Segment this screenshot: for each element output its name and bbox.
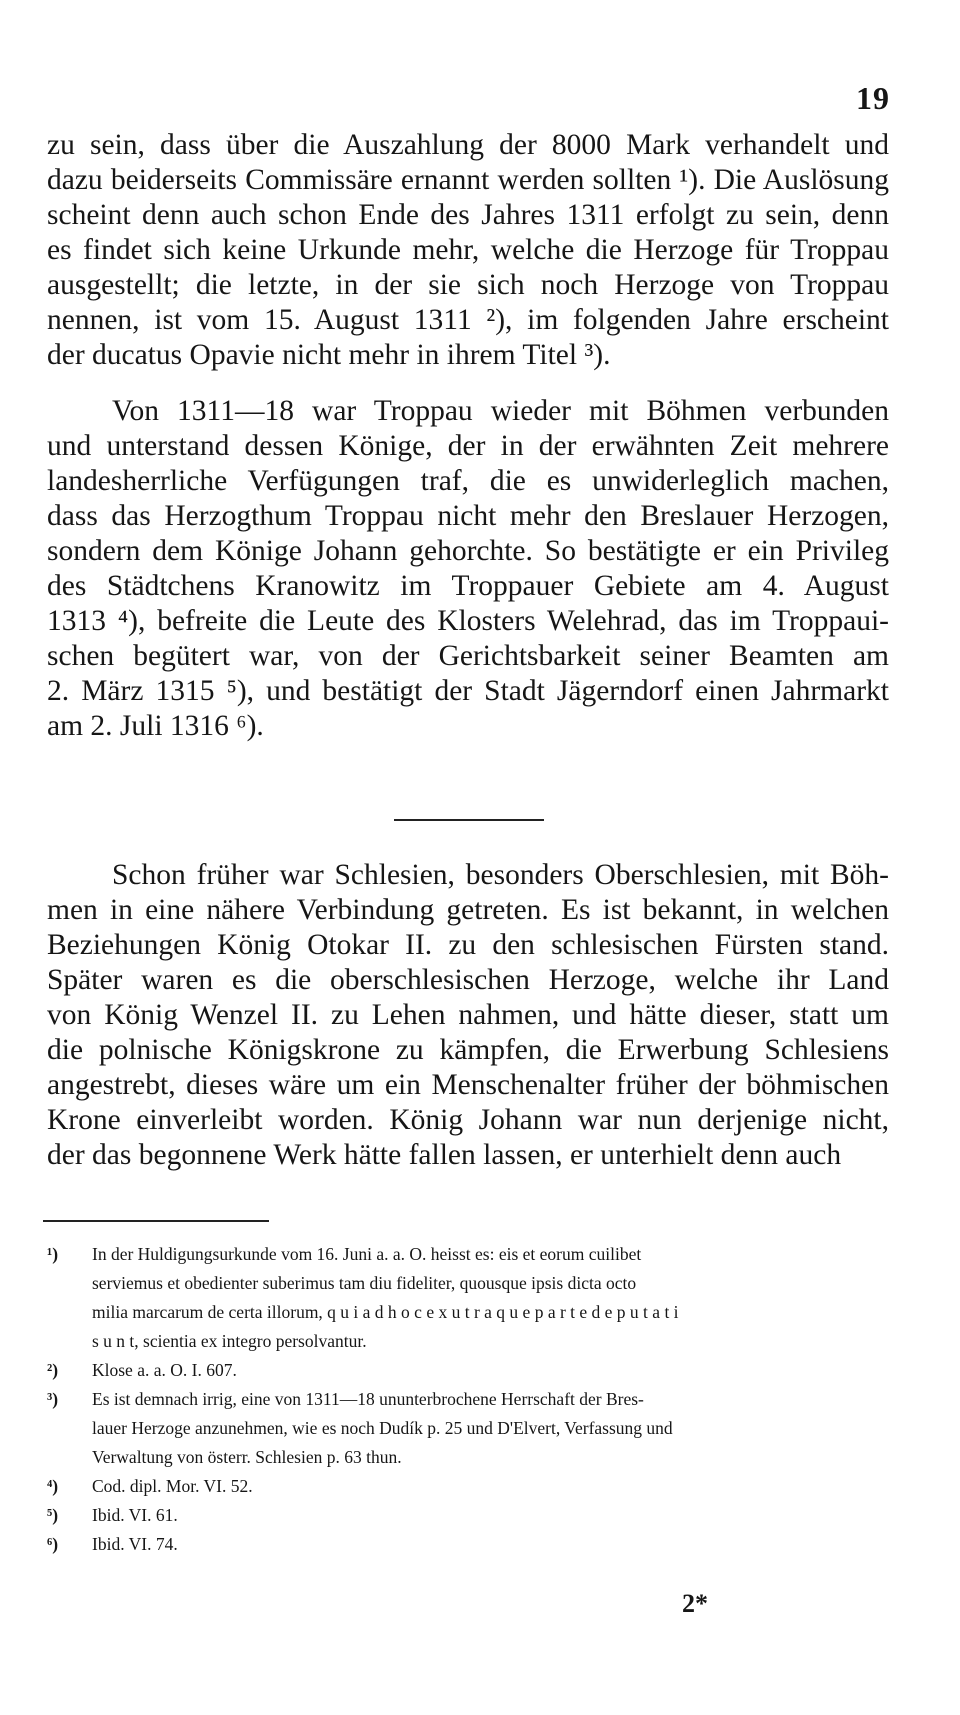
paragraph-2 [47, 394, 889, 744]
footnote-3 [47, 1385, 889, 1472]
footnotes [47, 1240, 889, 1559]
footnote-6 [47, 1530, 889, 1559]
footnote-5 [47, 1501, 889, 1530]
footnote-marker: ⁴) [47, 1476, 59, 1496]
footnote-4 [47, 1472, 889, 1501]
text-line: angestrebt, dieses wäre um ein Menschenalter früher der böhmischen [47, 1069, 889, 1101]
text-line: landesherrliche Verfügungen traf, die es unwiderleglich machen, [47, 465, 889, 497]
text-line: 1313 ⁴), befreite die Leute des Klosters Welehrad, das im Troppaui- [47, 605, 889, 637]
text-line: von König Wenzel II. zu Lehen nahmen, und hätte dieser, statt um [47, 999, 889, 1031]
page-number: 19 [856, 80, 890, 116]
footnote-text: Ibid. VI. 61. [92, 1505, 178, 1525]
text-line: 2. März 1315 ⁵), und bestätigt der Stadt Jägerndorf einen Jahrmarkt [47, 675, 889, 707]
footnote-text: serviemus et obedienter suberimus tam diu fideliter, quousque ipsis dicta octo [92, 1273, 637, 1293]
footnote-text: Es ist demnach irrig, eine von 1311—18 ununterbrochene Herrschaft der Bres- [92, 1389, 644, 1409]
text-line: zu sein, dass über die Auszahlung der 8000 Mark verhandelt und [47, 129, 889, 161]
text-line: sondern dem Könige Johann gehorchte. So bestätigte er ein Privileg [47, 535, 889, 567]
footnote-1 [47, 1240, 889, 1356]
footnote-marker: ⁶) [47, 1534, 59, 1554]
paragraph-3 [47, 858, 889, 1173]
footnote-marker: ²) [47, 1360, 59, 1380]
text-line: es findet sich keine Urkunde mehr, welche die Herzoge für Troppau [47, 234, 889, 266]
footnote-divider [43, 1220, 269, 1222]
text-line: ausgestellt; die letzte, in der sie sich noch Herzoge von Troppau [47, 269, 889, 301]
text-line: Beziehungen König Otokar II. zu den schlesischen Fürsten stand. [47, 929, 889, 961]
footnote-text: lauer Herzoge anzunehmen, wie es noch Dudík p. 25 und D'Elvert, Verfassung und [92, 1418, 673, 1438]
printer-signature: 2* [682, 1589, 708, 1618]
footnote-marker: ¹) [47, 1244, 59, 1264]
footnote-marker: ³) [47, 1389, 59, 1409]
footnote-text: Verwaltung von österr. Schlesien p. 63 thun. [92, 1447, 402, 1467]
text-line: Später waren es die oberschlesischen Herzoge, welche ihr Land [47, 964, 889, 996]
text-line: men in eine nähere Verbindung getreten. Es ist bekannt, in welchen [47, 894, 889, 926]
section-divider [394, 819, 544, 821]
footnote-text: s u n t, scientia ex integro persolvantur. [92, 1331, 367, 1351]
text-line: schen begütert war, von der Gerichtsbarkeit seiner Beamten am [47, 640, 889, 672]
footnote-text: In der Huldigungsurkunde vom 16. Juni a. a. O. heisst es: eis et eorum cuilibet [92, 1244, 642, 1264]
text-line: Schon früher war Schlesien, besonders Oberschlesien, mit Böh- [112, 859, 889, 891]
text-line: der das begonnene Werk hätte fallen lassen, er unterhielt denn auch [47, 1139, 842, 1171]
footnote-2 [47, 1356, 889, 1385]
text-line: der ducatus Opavie nicht mehr in ihrem Titel ³). [47, 339, 611, 371]
footnote-text: Klose a. a. O. I. 607. [92, 1360, 237, 1380]
text-line: dass das Herzogthum Troppau nicht mehr den Breslauer Herzogen, [47, 500, 889, 532]
text-line: dazu beiderseits Commissäre ernannt werden sollten ¹). Die Auslösung [47, 164, 889, 196]
text-line: am 2. Juli 1316 ⁶). [47, 710, 264, 742]
footnote-text: Cod. dipl. Mor. VI. 52. [92, 1476, 253, 1496]
text-line: nennen, ist vom 15. August 1311 ²), im folgenden Jahre erscheint [47, 304, 889, 336]
footnote-text: milia marcarum de certa illorum, q u i a d h o c e x u t r a q u e p a r t e d e p u t a t i [92, 1302, 679, 1322]
footnote-text: Ibid. VI. 74. [92, 1534, 178, 1554]
text-line: die polnische Königskrone zu kämpfen, die Erwerbung Schlesiens [47, 1034, 889, 1066]
paragraph-1 [47, 128, 889, 373]
text-line: Krone einverleibt worden. König Johann war nun derjenige nicht, [47, 1104, 889, 1136]
text-line: des Städtchens Kranowitz im Troppauer Gebiete am 4. August [47, 570, 889, 602]
text-line: und unterstand dessen Könige, der in der erwähnten Zeit mehrere [47, 430, 889, 462]
footnote-marker: ⁵) [47, 1505, 59, 1525]
text-line: Von 1311—18 war Troppau wieder mit Böhmen verbunden [112, 395, 889, 427]
text-line: scheint denn auch schon Ende des Jahres 1311 erfolgt zu sein, denn [47, 199, 889, 231]
